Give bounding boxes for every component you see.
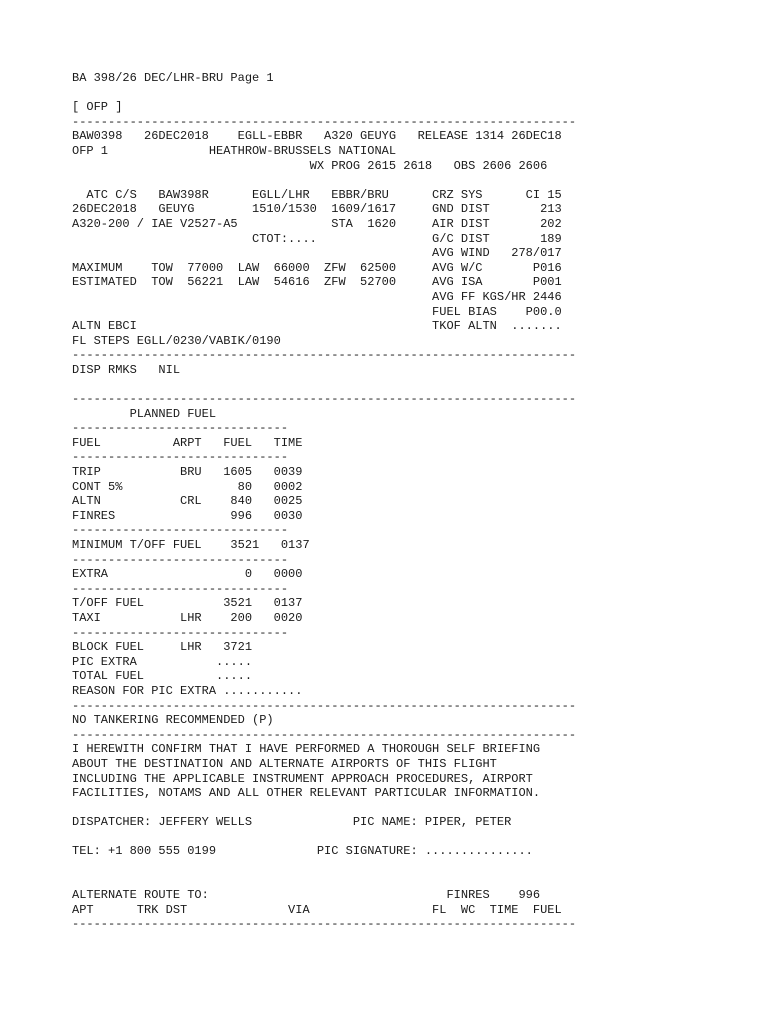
- document-line: ESTIMATED TOW 56221 LAW 54616 ZFW 52700 AVG ISA P001: [72, 275, 562, 290]
- document-line: CTOT:.... G/C DIST 189: [72, 231, 562, 246]
- document-line: MAXIMUM TOW 77000 LAW 66000 ZFW 62500 AVG W/C P016: [72, 260, 562, 275]
- document-line: DISPATCHER: JEFFERY WELLS PIC NAME: PIPER, PETER: [72, 815, 512, 830]
- document-line: CONT 5% 80 0002: [72, 479, 303, 494]
- document-line: ----------------------------------------------------------------------: [72, 698, 577, 713]
- document-line: ----------------------------------------------------------------------: [72, 114, 577, 129]
- document-line: A320-200 / IAE V2527-A5 STA 1620 AIR DIST 202: [72, 216, 562, 231]
- document-line: PIC EXTRA .....: [72, 654, 253, 669]
- document-line: TRIP BRU 1605 0039: [72, 465, 303, 480]
- document-line: ABOUT THE DESTINATION AND ALTERNATE AIRPORTS OF THIS FLIGHT: [72, 756, 497, 771]
- document-line: ------------------------------: [72, 581, 289, 596]
- document-line: ----------------------------------------------------------------------: [72, 392, 577, 407]
- document-line: ALTN EBCI TKOF ALTN .......: [72, 319, 562, 334]
- document-line: [72, 86, 576, 101]
- document-line: I HEREWITH CONFIRM THAT I HAVE PERFORMED A THOROUGH SELF BRIEFING: [72, 742, 541, 757]
- document-line: NO TANKERING RECOMMENDED (P): [72, 713, 274, 728]
- document-line: ----------------------------------------------------------------------: [72, 348, 577, 363]
- ofp-document: [72, 71, 576, 932]
- document-line: [ OFP ]: [72, 100, 123, 115]
- document-line: [72, 801, 576, 816]
- document-line: APT TRK DST VIA FL WC TIME FUEL: [72, 902, 562, 917]
- document-line: [72, 377, 576, 392]
- document-line: TAXI LHR 200 0020: [72, 610, 303, 625]
- document-line: ATC C/S BAW398R EGLL/LHR EBBR/BRU CRZ SYS CI 15: [72, 187, 562, 202]
- document-line: TOTAL FUEL .....: [72, 669, 253, 684]
- document-line: FL STEPS EGLL/0230/VABIK/0190: [72, 333, 281, 348]
- document-line: ----------------------------------------------------------------------: [72, 917, 577, 932]
- document-line: FINRES 996 0030: [72, 508, 303, 523]
- document-line: ------------------------------: [72, 523, 289, 538]
- document-line: AVG FF KGS/HR 2446: [72, 289, 562, 304]
- document-line: ------------------------------: [72, 450, 289, 465]
- document-line: ALTERNATE ROUTE TO: FINRES 996: [72, 888, 541, 903]
- document-line: INCLUDING THE APPLICABLE INSTRUMENT APPROACH PROCEDURES, AIRPORT: [72, 771, 533, 786]
- document-line: [72, 173, 576, 188]
- document-line: FACILITIES, NOTAMS AND ALL OTHER RELEVANT PARTICULAR INFORMATION.: [72, 786, 541, 801]
- document-line: [72, 830, 576, 845]
- document-line: EXTRA 0 0000: [72, 567, 303, 582]
- document-line: ------------------------------: [72, 625, 289, 640]
- document-line: BAW0398 26DEC2018 EGLL-EBBR A320 GEUYG RELEASE 1314 26DEC18: [72, 129, 562, 144]
- document-line: REASON FOR PIC EXTRA ...........: [72, 683, 303, 698]
- document-line: PLANNED FUEL: [72, 406, 217, 421]
- document-line: [72, 859, 576, 874]
- document-line: ------------------------------: [72, 421, 289, 436]
- document-line: 26DEC2018 GEUYG 1510/1530 1609/1617 GND DIST 213: [72, 202, 562, 217]
- document-line: ------------------------------: [72, 552, 289, 567]
- document-line: ALTN CRL 840 0025: [72, 494, 303, 509]
- document-line: ----------------------------------------------------------------------: [72, 727, 577, 742]
- document-line: TEL: +1 800 555 0199 PIC SIGNATURE: ...............: [72, 844, 533, 859]
- document-line: AVG WIND 278/017: [72, 246, 562, 261]
- document-line: FUEL BIAS P00.0: [72, 304, 562, 319]
- document-line: [72, 874, 576, 889]
- document-line: BA 398/26 DEC/LHR-BRU Page 1: [72, 71, 274, 85]
- document-line: T/OFF FUEL 3521 0137: [72, 596, 303, 611]
- document-line: WX PROG 2615 2618 OBS 2606 2606: [72, 158, 548, 173]
- document-line: DISP RMKS NIL: [72, 362, 181, 377]
- document-line: OFP 1 HEATHROW-BRUSSELS NATIONAL: [72, 143, 397, 158]
- document-line: MINIMUM T/OFF FUEL 3521 0137: [72, 538, 310, 552]
- document-line: FUEL ARPT FUEL TIME: [72, 435, 303, 450]
- document-line: BLOCK FUEL LHR 3721: [72, 640, 253, 655]
